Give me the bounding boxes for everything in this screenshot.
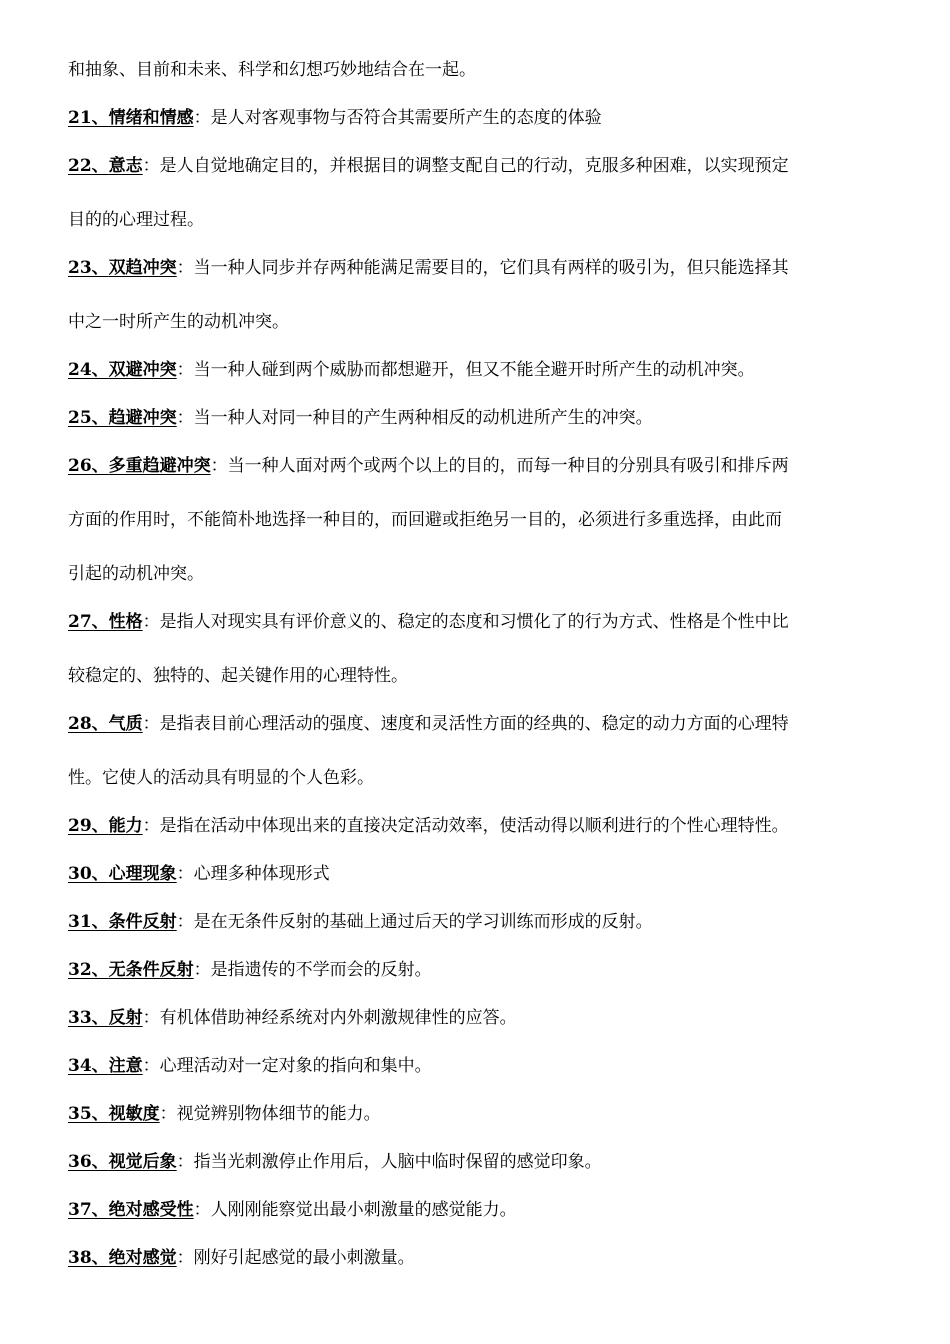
definition-term-text: 情绪和情感 [108,108,194,128]
definition-number: 27、 [68,612,109,632]
definition-entry [68,408,884,428]
definition-first-line [68,714,884,734]
definition-text: 方面的作用时，不能简朴地选择一种目的，而回避或拒绝另一目的，必须进行多重选择，由此而 [68,510,782,530]
definition-term [68,156,143,176]
definition-text: 是指遗传的不学而会的反射。 [210,960,432,980]
definition-separator: ： [193,108,211,128]
definition-first-line [68,960,884,980]
definition-text: 心理活动对一定对象的指向和集中。 [159,1056,432,1076]
definition-separator: ： [176,864,194,884]
definition-term-text: 趋避冲突 [108,408,177,428]
definition-text: 视觉辨别物体细节的能力。 [176,1104,381,1124]
definition-term [68,1008,143,1028]
definition-entry [68,714,884,788]
definition-term [68,612,143,632]
definition-continuation-line [68,768,884,788]
definition-continuation-line [68,312,884,332]
definition-term [68,912,177,932]
definition-number: 23、 [68,258,109,278]
definition-entry [68,1008,884,1028]
definition-term [68,816,143,836]
definition-entry [68,156,884,230]
definition-first-line [68,912,884,932]
definition-entry [68,108,884,128]
definition-text: 指当光刺激停止作用后，人脑中临时保留的感觉印象。 [193,1152,602,1172]
definition-entry [68,1056,884,1076]
definition-text: 当一种人碰到两个威胁而都想避开，但又不能全避开时所产生的动机冲突。 [193,360,755,380]
definition-first-line [68,816,884,836]
definition-text: 是指人对现实具有评价意义的、稳定的态度和习惯化了的行为方式、性格是个性中比 [159,612,789,632]
definition-entry [68,456,884,584]
definition-entry [68,960,884,980]
definition-number: 31、 [68,912,109,932]
definition-entry [68,1200,884,1220]
definition-term-text: 多重趋避冲突 [108,456,211,476]
definition-term-text: 绝对感受性 [108,1200,194,1220]
definition-term-text: 双避冲突 [108,360,177,380]
definition-entry [68,816,884,836]
definition-first-line [68,1248,884,1268]
definition-term [68,1056,143,1076]
definition-list [68,108,884,1268]
definition-term [68,408,177,428]
definition-first-line [68,1104,884,1124]
definition-continuation-line [68,210,884,230]
definition-text: 刚好引起感觉的最小刺激量。 [193,1248,415,1268]
definition-text: 是在无条件反射的基础上通过后天的学习训练而形成的反射。 [193,912,653,932]
definition-term-text: 气质 [108,714,143,734]
definition-first-line [68,1008,884,1028]
definition-separator: ： [142,714,160,734]
definition-continuation-line [68,666,884,686]
definition-text: 引起的动机冲突。 [68,564,204,584]
definition-first-line [68,156,884,176]
definition-term [68,108,194,128]
definition-first-line [68,456,884,476]
definition-separator: ： [142,816,160,836]
definition-entry [68,1152,884,1172]
definition-text: 目的的心理过程。 [68,210,204,230]
definition-number: 22、 [68,156,109,176]
definition-term [68,1152,177,1172]
definition-first-line [68,1056,884,1076]
definition-entry [68,612,884,686]
definition-first-line [68,1152,884,1172]
definition-first-line [68,258,884,278]
definition-separator: ： [193,960,211,980]
definition-entry [68,1104,884,1124]
definition-term-text: 绝对感觉 [108,1248,177,1268]
definition-separator: ： [176,360,194,380]
definition-separator: ： [176,1152,194,1172]
definition-separator: ： [142,156,160,176]
definition-number: 26、 [68,456,109,476]
definition-entry [68,360,884,380]
definition-first-line [68,612,884,632]
definition-term [68,258,177,278]
definition-term-text: 条件反射 [108,912,177,932]
definition-separator: ： [176,1248,194,1268]
definition-term-text: 心理现象 [108,864,177,884]
definition-continuation-line [68,564,884,584]
definition-text: 当一种人面对两个或两个以上的目的，而每一种目的分别具有吸引和排斥两 [227,456,789,476]
definition-number: 29、 [68,816,109,836]
definition-text: 性。它使人的活动具有明显的个人色彩。 [68,768,374,788]
definition-number: 34、 [68,1056,109,1076]
definition-term-text: 双趋冲突 [108,258,177,278]
definition-term [68,360,177,380]
definition-number: 37、 [68,1200,109,1220]
definition-number: 33、 [68,1008,109,1028]
definition-term-text: 视觉后象 [108,1152,177,1172]
definition-number: 30、 [68,864,109,884]
definition-first-line [68,408,884,428]
definition-number: 36、 [68,1152,109,1172]
definition-number: 21、 [68,108,109,128]
definition-separator: ： [176,258,194,278]
definition-entry [68,258,884,332]
definition-term [68,714,143,734]
definition-text: 是人对客观事物与否符合其需要所产生的态度的体验 [210,108,602,128]
definition-separator: ： [159,1104,177,1124]
definition-term-text: 意志 [108,156,143,176]
definition-number: 28、 [68,714,109,734]
definition-number: 38、 [68,1248,109,1268]
definition-text: 当一种人对同一种目的产生两种相反的动机进所产生的冲突。 [193,408,653,428]
definition-text: 较稳定的、独特的、起关键作用的心理特性。 [68,666,408,686]
definition-text: 当一种人同步并存两种能满足需要目的，它们具有两样的吸引为，但只能选择其 [193,258,789,278]
definition-separator: ： [176,912,194,932]
definition-text: 是人自觉地确定目的，并根据目的调整支配自己的行动，克服多种困难，以实现预定 [159,156,789,176]
definition-term-text: 性格 [108,612,143,632]
definition-term [68,456,211,476]
definition-number: 24、 [68,360,109,380]
definition-first-line [68,1200,884,1220]
definition-first-line [68,864,884,884]
definition-term [68,960,194,980]
definition-term [68,864,177,884]
definition-term-text: 无条件反射 [108,960,194,980]
definition-entry [68,864,884,884]
definition-first-line [68,360,884,380]
definition-first-line [68,108,884,128]
definition-separator: ： [142,1056,160,1076]
definition-separator: ： [176,408,194,428]
definition-text: 有机体借助神经系统对内外刺激规律性的应答。 [159,1008,517,1028]
definition-separator: ： [210,456,228,476]
definition-continuation-line [68,510,884,530]
definition-term [68,1200,194,1220]
definition-text: 是指表目前心理活动的强度、速度和灵活性方面的经典的、稳定的动力方面的心理特 [159,714,789,734]
definition-text: 中之一时所产生的动机冲突。 [68,312,289,332]
definition-term [68,1104,160,1124]
definition-number: 32、 [68,960,109,980]
definition-number: 25、 [68,408,109,428]
definition-term-text: 反射 [108,1008,143,1028]
definition-term [68,1248,177,1268]
definition-term-text: 能力 [108,816,143,836]
definition-text: 是指在活动中体现出来的直接决定活动效率，使活动得以顺利进行的个性心理特性。 [159,816,789,836]
definition-term-text: 注意 [108,1056,143,1076]
definition-number: 35、 [68,1104,109,1124]
definition-text: 人刚刚能察觉出最小刺激量的感觉能力。 [210,1200,517,1220]
definition-separator: ： [193,1200,211,1220]
definition-entry [68,912,884,932]
definition-separator: ： [142,612,160,632]
intro-line: 和抽象、目前和未来、科学和幻想巧妙地结合在一起。 [68,60,476,80]
definition-separator: ： [142,1008,160,1028]
definition-term-text: 视敏度 [108,1104,160,1124]
definition-text: 心理多种体现形式 [193,864,330,884]
definition-entry [68,1248,884,1268]
